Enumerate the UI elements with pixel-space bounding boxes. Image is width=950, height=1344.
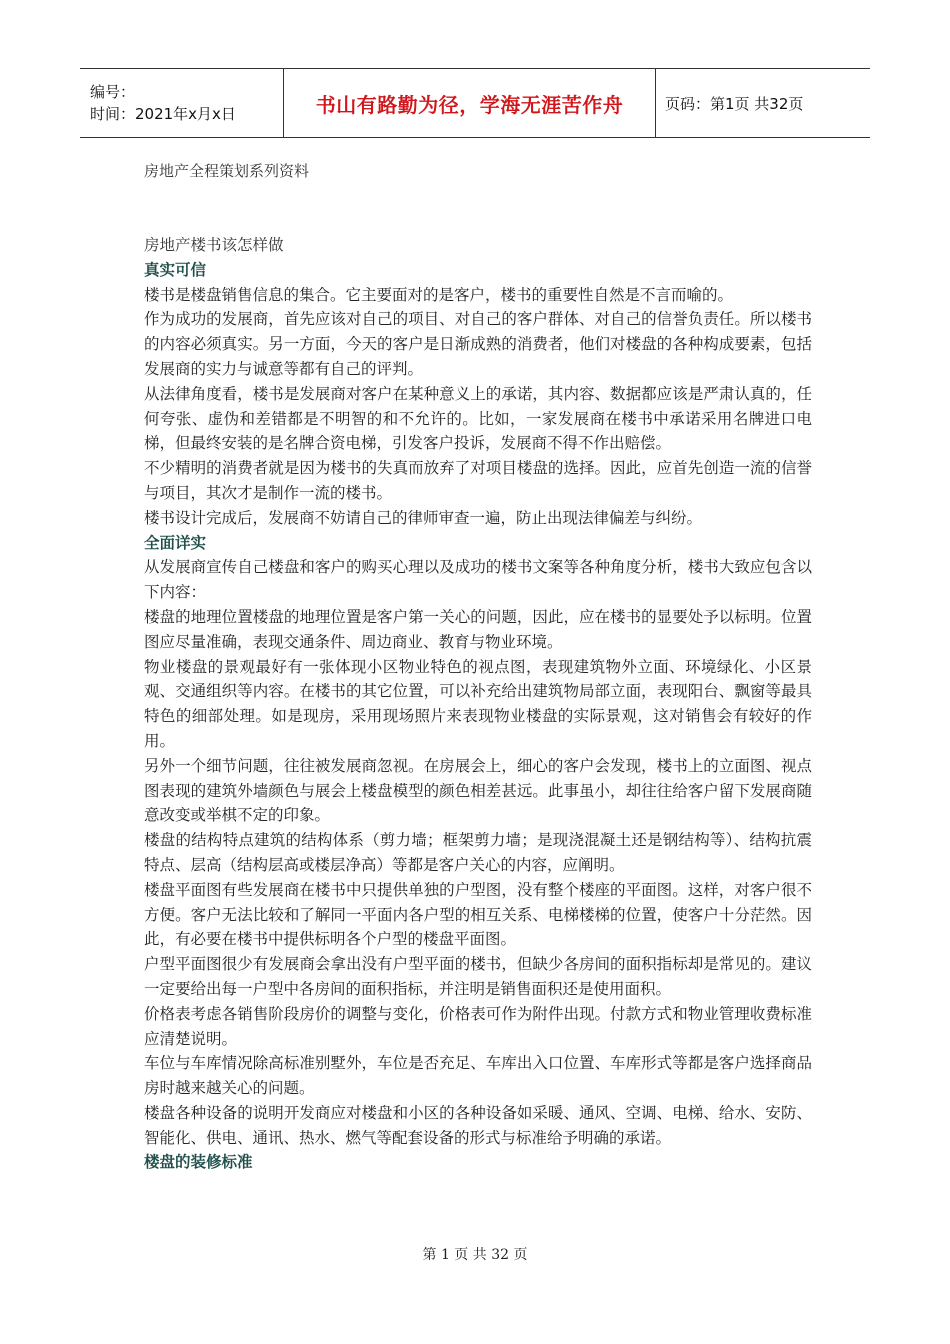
paragraph: 楼盘的结构特点建筑的结构体系（剪力墙；框架剪力墙；是现浇混凝土还是钢结构等）、结构抗震特点、层高（结构层高或楼层净高）等都是客户关心的内容，应阐明。 (144, 831, 812, 874)
paragraph: 价格表考虑各销售阶段房价的调整与变化，价格表可作为附件出现。付款方式和物业管理收费标准应清楚说明。 (144, 1004, 812, 1048)
section-heading: 全面详实 (144, 532, 207, 552)
header-date-label: 时间：2021年x月x日 (90, 105, 236, 123)
header-motto-cell (284, 69, 656, 137)
document-body (144, 233, 812, 1175)
paragraph: 楼盘的地理位置楼盘的地理位置是客户第一关心的问题，因此，应在楼书的显要处予以标明。位置图应尽量准确，表现交通条件、周边商业、教育与物业环境。 (144, 607, 812, 651)
paragraph: 作为成功的发展商，首先应该对自己的项目、对自己的客户群体、对自己的信誉负责任。所以楼书的内容必须真实。另一方面，今天的客户是日渐成熟的消费者，他们对楼盘的各种构成要素，包括发展商的实力与诚意等都有自己的评判。 (144, 310, 812, 378)
page-footer: 第 1 页 共 32 页 (422, 1247, 528, 1263)
document-title: 房地产楼书该怎样做 (144, 236, 284, 254)
paragraph: 从发展商宣传自己楼盘和客户的购买心理以及成功的楼书文案等各种角度分析，楼书大致应包含以下内容： (144, 558, 812, 602)
section-heading: 楼盘的装修标准 (144, 1152, 253, 1172)
paragraph: 从法律角度看，楼书是发展商对客户在某种意义上的承诺，其内容、数据都应该是严肃认真的，任何夸张、虚伪和差错都是不明智的和不允许的。比如，一家发展商在楼书中承诺采用名牌进口电梯，但最终安装的是名牌合资电梯，引发客户投诉，发展商不得不作出赔偿。 (144, 384, 812, 453)
paragraph: 物业楼盘的景观最好有一张体现小区物业特色的视点图，表现建筑物外立面、环境绿化、小区景观、交通组织等内容。在楼书的其它位置，可以补充给出建筑物局部立面，表现阳台、飘窗等最具特色的细部处理。如是现房，采用现场照片来表现物业楼盘的实际景观，这对销售会有较好的作用。 (144, 657, 812, 750)
paragraph: 车位与车库情况除高标准别墅外，车位是否充足、车库出入口位置、车库形式等都是客户选择商品房时越来越关心的问题。 (144, 1054, 812, 1098)
paragraph: 楼书是楼盘销售信息的集合。它主要面对的是客户，楼书的重要性自然是不言而喻的。 (144, 285, 734, 304)
paragraph: 另外一个细节问题，往往被发展商忽视。在房展会上，细心的客户会发现，楼书上的立面图、视点图表现的建筑外墙颜色与展会上楼盘模型的颜色相差甚远。此事虽小，却往往给客户留下发展商随意改变或举棋不定的印象。 (144, 756, 812, 825)
section-heading: 真实可信 (144, 259, 207, 279)
header-motto: 书山有路勤为径，学海无涯苦作舟 (315, 92, 624, 117)
paragraph: 不少精明的消费者就是因为楼书的失真而放弃了对项目楼盘的选择。因此，应首先创造一流的信誉与项目，其次才是制作一流的楼书。 (144, 459, 812, 502)
series-title: 房地产全程策划系列资料 (144, 162, 310, 180)
paragraph: 楼盘平面图有些发展商在楼书中只提供单独的户型图，没有整个楼座的平面图。这样，对客户很不方便。客户无法比较和了解同一平面内各户型的相互关系、电梯楼梯的位置，使客户十分茫然。因此，有必要在楼书中提供标明各个户型的楼盘平面图。 (144, 880, 812, 949)
header-meta (80, 69, 284, 137)
paragraph: 户型平面图很少有发展商会拿出没有户型平面的楼书，但缺少各房间的面积指标却是常见的。建议一定要给出每一户型中各房间的面积指标，并注明是销售面积还是使用面积。 (144, 955, 812, 998)
header-number-label: 编号： (90, 83, 136, 101)
paragraph: 楼书设计完成后，发展商不妨请自己的律师审查一遍，防止出现法律偏差与纠纷。 (144, 508, 703, 527)
header-page-info: 页码：第1页 共32页 (665, 94, 804, 113)
paragraph: 楼盘各种设备的说明开发商应对楼盘和小区的各种设备如采暖、通风、空调、电梯、给水、安防、智能化、供电、通讯、热水、燃气等配套设备的形式与标准给予明确的承诺。 (144, 1103, 812, 1147)
page-header (80, 68, 870, 138)
